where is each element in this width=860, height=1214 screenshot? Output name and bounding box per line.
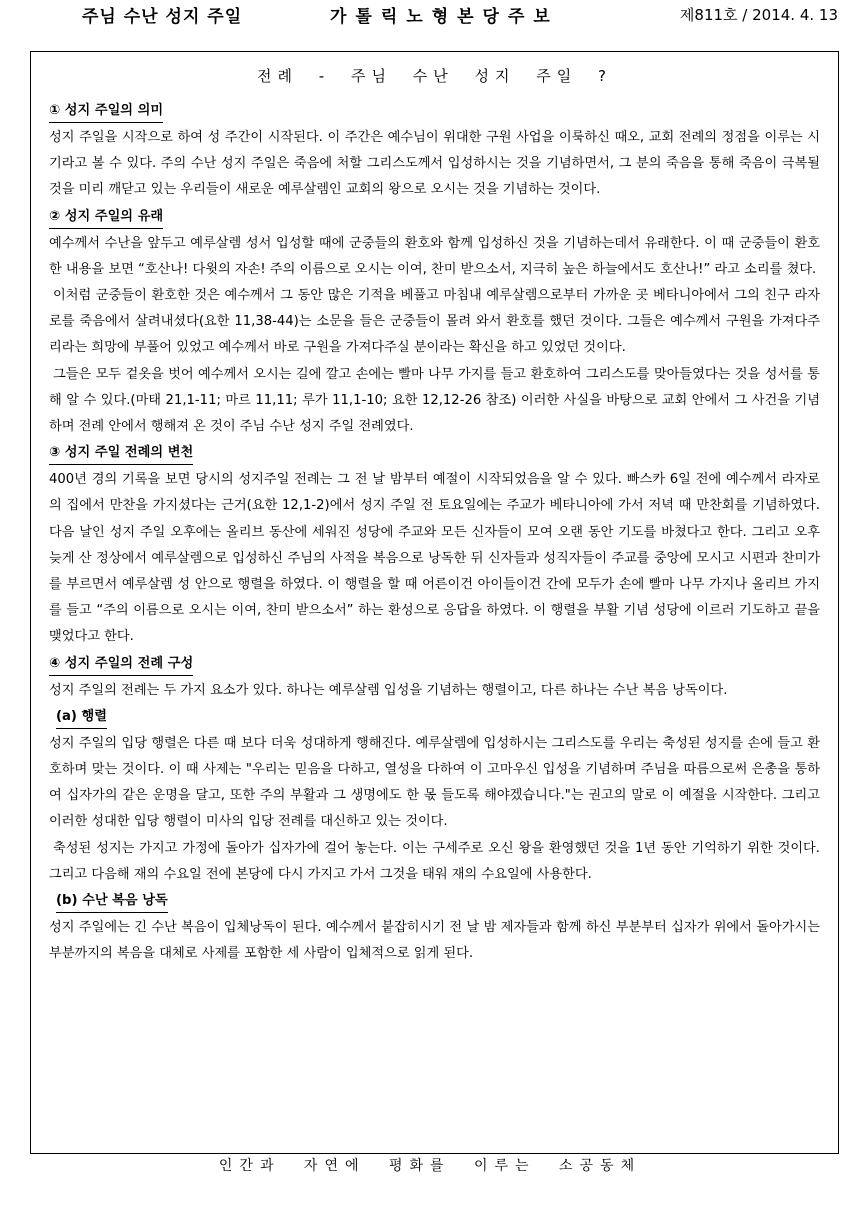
footer-motto: 인간과 자연에 평화를 이루는 소공동체: [218, 1158, 642, 1174]
article-box: [30, 51, 839, 1154]
paragraph: 성지 주일에는 긴 수난 복음이 입체낭독이 된다. 예수께서 붙잡히시기 전 날 밤 제자들과 함께 하신 부분부터 십자가 위에서 돌아가시는 부분까지의 복음을 대체로 사제를 포함한 세 사람이 입체적으로 읽게 된다.: [49, 920, 820, 962]
liturgical-day: 주님 수난 성지 주일: [82, 7, 243, 27]
section-heading: ③ 성지 주일 전례의 변천: [49, 442, 193, 465]
paragraph: 그들은 모두 겉옷을 벗어 예수께서 오시는 길에 깔고 손에는 빨마 나무 가지를 들고 환호하여 그리스도를 맞아들였다는 것을 성서를 통해 알 수 있다.(마태 21,1-11; 마르 11,11; 루가 11,1-10; 요한 12,12-26 참조) 이러한 사실을 바탕으로 교회 안에서 그 사건을 기념하며 전례 안에서 행해져 온 것이 주님 수난 성지 주일 전례였다.: [49, 366, 820, 435]
paragraph: 예수께서 수난을 앞두고 예루살렘 성서 입성할 때에 군중들의 환호와 함께 입성하신 것을 기념하는데서 유래한다. 이 때 군중들이 환호한 내용을 보면 “호산나! 다윗의 자손! 주의 이름으로 오시는 이여, 찬미 받으소서, 지극히 높은 하늘에서도 호산나!” 라고 소리를 쳤다.: [49, 235, 820, 277]
paragraph: 축성된 성지는 가지고 가정에 돌아가 십자가에 걸어 놓는다. 이는 구세주로 오신 왕을 환영했던 것을 1년 동안 기억하기 위한 것이다. 그리고 다음해 재의 수요일 전에 본당에 다시 가지고 가서 그것을 태워 재의 수요일에 사용한다.: [49, 840, 820, 882]
subsection-heading: (a) 행렬: [56, 706, 107, 729]
section-heading: ② 성지 주일의 유래: [49, 206, 163, 229]
section-heading: ④ 성지 주일의 전례 구성: [49, 653, 193, 676]
paragraph: 성지 주일의 입당 행렬은 다른 때 보다 더욱 성대하게 행해진다. 예루살렘에 입성하시는 그리스도를 우리는 축성된 성지를 손에 들고 환호하며 맞는 것이다. 이 때 사제는 "우리는 믿음을 다하고, 열성을 다하여 이 고마우신 입성을 기념하며 주님을 따름으로써 은총을 통하여 십자가의 같은 운명을 달고, 또한 주의 부활과 그 생명에도 한 몫 들도록 해야겠습니다."는 권고의 말로 이 예절을 시작한다. 그리고 이러한 성대한 입당 행렬이 미사의 입당 전례를 대신하고 있는 것이다.: [49, 735, 820, 830]
bulletin-name: 가톨릭노형본당주보: [330, 7, 559, 27]
article-title: 전례 - 주님 수난 성지 주일 ?: [257, 67, 612, 85]
issue-number-date: 제811호 / 2014. 4. 13: [679, 6, 838, 24]
subsection-heading: (b) 수난 복음 낭독: [56, 890, 168, 913]
paragraph: 400년 경의 기록을 보면 당시의 성지주일 전례는 그 전 날 밤부터 예절이 시작되었음을 알 수 있다. 빠스카 6일 전에 예수께서 라자로의 집에서 만찬을 가지셨다는 근거(요한 12,1-2)에서 성지 주일 전 토요일에는 주교가 베타니아에 가서 저녁 때 만찬회를 기념하였다. 다음 날인 성지 주일 오후에는 올리브 동산에 세워진 성당에 주교와 모든 신자들이 모여 오랜 동안 기도를 바쳤다고 한다. 그리고 오후 늦게 산 정상에서 예루살렘으로 입성하신 주님의 사적을 복음으로 낭독한 뒤 신자들과 성직자들이 주교를 중앙에 모시고 시편과 찬미가를 부르면서 예루살렘 성 안으로 행렬을 하였다. 이 행렬을 할 때 어른이건 아이들이건 간에 모두가 손에 빨마 나무 가지나 올리브 가지를 들고 “주의 이름으로 오시는 이여, 찬미 받으소서” 하는 환성으로 응답을 하였다. 이 행렬을 부활 기념 성당에 이르러 기도하고 끝을 맺었다고 한다.: [49, 472, 820, 645]
article-content: [49, 98, 820, 967]
section-heading: ① 성지 주일의 의미: [49, 100, 163, 123]
bulletin-header: [0, 0, 860, 48]
paragraph: 이처럼 군중들이 환호한 것은 예수께서 그 동안 많은 기적을 베풀고 마침내 예루살렘으로부터 가까운 곳 베타니아에서 그의 친구 라자로를 죽음에서 살려내셨다(요한 11,38-44)는 소문을 들은 군중들이 몰려 와서 환호를 했던 것이다. 그들은 예수께서 구원을 가져다주리라는 희망에 부풀어 있었고 예수께서 바로 구원을 가져다주실 분이라는 확신을 하고 있었던 것이다.: [49, 288, 820, 356]
paragraph: 성지 주일을 시작으로 하여 성 주간이 시작된다. 이 주간은 예수님이 위대한 구원 사업을 이룩하신 때오, 교회 전례의 정점을 이루는 시기라고 볼 수 있다. 주의 수난 성지 주일은 죽음에 처할 그리스도께서 입성하시는 것을 기념하면서, 그 분의 죽음을 통해 죽음이 극복될 것을 미리 깨닫고 있는 우리들이 새로운 예루살렘인 교회의 왕으로 오시는 것을 기념하는 것이다.: [49, 130, 820, 198]
paragraph: 성지 주일의 전례는 두 가지 요소가 있다. 하나는 예루살렘 입성을 기념하는 행렬이고, 다른 하나는 수난 복음 낭독이다.: [49, 682, 728, 698]
